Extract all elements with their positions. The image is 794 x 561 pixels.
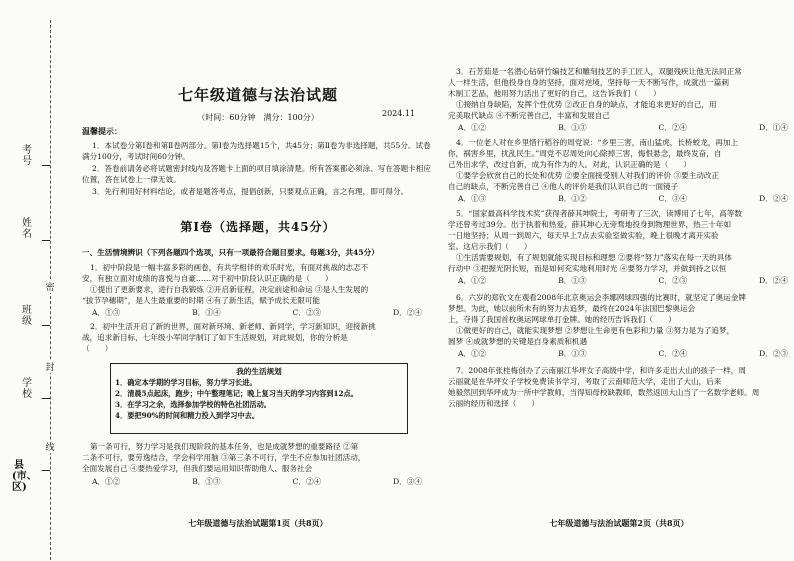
q4-option-d[interactable]: D．②④ xyxy=(759,194,788,203)
page-1 xyxy=(82,0,434,561)
plan-title: 我的生活规划 xyxy=(236,367,282,376)
binding-margin xyxy=(0,0,70,561)
q3-option-d[interactable]: D．①④ xyxy=(759,123,788,132)
plan-box xyxy=(110,363,408,434)
q4-options xyxy=(458,193,788,204)
q2-analysis-line: 全面发展自己 ④要热爱学习，但我们要运用知识帮助他人、服务社会 xyxy=(82,464,313,473)
xianqu-label: 县(市、区) xyxy=(12,460,37,493)
q5-options xyxy=(458,275,788,286)
q2-line: 战，追求新目标，七年级小军同学制订了如下生活规划，对此规划，你的分析是 xyxy=(82,333,348,342)
exam-title: 七年级道德与法治试题 xyxy=(177,86,338,104)
page-1-footer: 七年级道德与法治试题第1页（共8页） xyxy=(188,518,328,528)
kaohao-label: 考号 xyxy=(22,145,32,167)
xuexiao-field[interactable] xyxy=(42,398,50,399)
exam-subtitle: （时间：60分钟 满分：100分） xyxy=(197,113,319,122)
hint-3: 3．先行利用好材料结论，或者是题答考点，提倡创新，只要观点正确，言之有理，即可得分。 xyxy=(92,187,409,196)
q3-option-b[interactable]: B．①③ xyxy=(558,123,587,132)
xingming-field[interactable] xyxy=(42,240,50,241)
q6-line: 梦想。为此，她以前所未有的努力去追梦，最终在2024年法国巴黎奥运会 xyxy=(448,304,696,313)
q1-line: “拔节孕穗期”，是人生最重要的时期 ④有了新生活，赋予成长无限可能 xyxy=(82,296,320,305)
q2-analysis-line: 二条不可行，要劳逸结合，学会科学用脑 ③第三条不可行，学生不应参加社团活动， xyxy=(82,453,366,462)
q4-line: 自己的缺点，不断完善自己 ④他人的评价是我们认识自己的一面镜子 xyxy=(448,182,679,191)
q6-option-a[interactable]: A．①② xyxy=(458,349,487,358)
q5-option-c[interactable]: C．②③ xyxy=(658,276,688,285)
xuexiao-label: 学校 xyxy=(22,378,32,400)
plan-line: 3．在学习之余，选择参加学校的特色社团活动。 xyxy=(115,400,271,409)
q5-line: 室。这启示我们（ ） xyxy=(448,242,532,251)
hint-2: 2．答卷前请务必将试题密封线内及答题卡上面的项目填涂清楚。所有答案都必须涂、写在答题卡相应位置，答在试卷上一律无效。 xyxy=(82,164,431,184)
q1-option-b[interactable]: B．①④ xyxy=(192,308,221,317)
q5-option-d[interactable]: D．②④ xyxy=(759,276,788,285)
q4-option-c[interactable]: C．③④ xyxy=(658,194,688,203)
plan-line: 4．要把90%的时间和精力投入到学习中去。 xyxy=(115,411,260,420)
hint-heading: 温馨提示： xyxy=(82,126,122,136)
q3-line: 人一样生活，但他投身自身的坚持，面对逆境，坚持每一天不断写作，成就出一篇刺 xyxy=(448,78,729,87)
seal-mark-feng: 封 xyxy=(44,360,56,373)
q2-line: （ ） xyxy=(82,344,113,353)
seal-mark-mi: 密 xyxy=(44,280,56,293)
q7-line: 她毅然回到华坪成为一所中学教师，当得知母校缺教师，数然返回大山当了一名数学老师。周 xyxy=(448,388,760,397)
plan-line: 2．清晨5点起床，跑步；中午整理笔记；晚上复习当天的学习内容到12点。 xyxy=(115,389,358,398)
q4-line: 己外出求学，改过自新，成为有作为的人。对此，认识正确的是（ ） xyxy=(448,160,691,169)
q5-option-b[interactable]: B．①③ xyxy=(558,276,587,285)
q7-line: 云丽的经历和选择（ ） xyxy=(448,399,540,408)
q4-option-b[interactable]: B．①② xyxy=(558,194,587,203)
q6-line: 上，夺得了我国首枚奥运网球单打金牌。她的经历告诉我们（ ） xyxy=(448,315,676,324)
hint-1: 1．本试卷分第Ⅰ卷和第Ⅱ卷两部分。第Ⅰ卷为选择题15个，共45分；第Ⅱ卷为非选择题，共55分。试卷满分100分，考试时间60分钟。 xyxy=(82,141,431,161)
q2-analysis-line: 第一条可行，努力学习是我们现阶段的基本任务，也是成就梦想的重要路径 ②第 xyxy=(90,442,359,451)
part-heading: 一、生活情境辨识（下列各题四个选项，只有一项最符合题目要求。每题3分，共45分） xyxy=(82,248,379,257)
q3-option-c[interactable]: C．②④ xyxy=(658,123,688,132)
q5-line: 学还曾考过39分。出于执着和热爱，薛其坤心无旁骛地投身到物理世界，热三十年如 xyxy=(448,220,732,229)
q5-option-a[interactable]: A．①② xyxy=(458,276,487,285)
q6-options xyxy=(458,348,788,359)
q7-line: 7．2008年张桂梅创办了云南丽江华坪女子高级中学，和许多走出大山的孩子一样，周 xyxy=(456,366,746,375)
q5-line: 行动中 ③把握光阴长短，而是如何充实地利用时光 ④要努力学习，并做到持之以恒 xyxy=(448,264,727,273)
q1-option-d[interactable]: D．②④ xyxy=(393,308,422,317)
q1-option-a[interactable]: A．①③ xyxy=(92,308,121,317)
section-title: 第Ⅰ卷（选择题，共45分） xyxy=(180,220,336,234)
q4-option-a[interactable]: A．①③ xyxy=(458,194,487,203)
q3-line: 3．石芳茹是一名潜心钻研竹编技艺和雕刻技艺的手工匠人，双腿残疾让他无法同正常 xyxy=(456,67,742,76)
banji-field[interactable] xyxy=(42,325,50,326)
q6-line: 圆梦 ④成就梦想的关键是自身素质和机遇 xyxy=(448,337,588,346)
q6-line: ①做更好的自己，就能实现梦想 ②梦想让生命更有色彩和力量 ③努力是为了追梦， xyxy=(456,326,735,335)
q2-option-a[interactable]: A．①② xyxy=(92,477,121,486)
q7-line: 云丽就是在华坪女子学校免费读书学习，考取了云南师范大学，走出了大山，后来 xyxy=(448,377,722,386)
plan-line: 1．确定本学期的学习目标，努力学习长进。 xyxy=(115,378,257,387)
q3-line: 完美取代缺点 ④不断完善自己，丰富和发展自己 xyxy=(448,111,610,120)
q4-line: 4．一位老人对在乡里惜行稻谷的周党说：“乡里三害，南山猛虎，长桥蛟龙，再加上 xyxy=(456,138,739,147)
q3-options xyxy=(458,122,788,133)
q5-line: 一日地坚持；从周一到周六，每天早上7点去实验室做实验，晚上很晚才离开实验 xyxy=(448,231,719,240)
q6-option-d[interactable]: D．②③ xyxy=(759,349,788,358)
q1-line: 1．初中阶段是一幅丰富多彩的画卷，有共学相伴的欢乐时光，有面对挑战的志忑不 xyxy=(90,263,369,272)
q6-option-b[interactable]: B．①③ xyxy=(558,349,587,358)
q2-option-d[interactable]: D．③④ xyxy=(393,477,422,486)
q2-line: 2．初中生活开启了新的世界，面对新环境、新老师、新同学，学习新知识，迎接新挑 xyxy=(90,322,376,331)
q2-option-b[interactable]: B．①③ xyxy=(192,477,221,486)
q4-line: 你，祸害乡里，扰乱民生。”周党不忍周处向心除掉三害，悔恨悬念，最终发奋，自 xyxy=(448,149,722,158)
q2-options xyxy=(92,476,422,487)
banji-label: 班级 xyxy=(22,305,32,327)
kaohao-field[interactable] xyxy=(42,165,50,166)
q4-line: ①要学会欣赏自己的长处和优势 ②要全面接受别人对我们的评价 ③要主动改正 xyxy=(456,171,720,180)
q1-line: ①提出了更新要求，进行自我锻炼 ②开启新征程，决定前途和命运 ③是人生发展的 xyxy=(90,285,369,294)
seal-mark-xian: 线 xyxy=(44,440,56,453)
q6-option-c[interactable]: C．②④ xyxy=(658,349,688,358)
q3-line: ①接纳自身缺陷，发挥个性优势 ②改正自身的缺点，才能追求更好的自己，用 xyxy=(456,100,717,109)
q5-line: 5．“国家最高科学技术奖”获得者薛其坤院士，考研考了三次，读博用了七年，高等数 xyxy=(456,209,742,218)
xingming-label: 姓名 xyxy=(22,218,32,240)
q1-options xyxy=(92,307,422,318)
xianqu-field[interactable] xyxy=(42,470,50,471)
q1-option-c[interactable]: C．②③ xyxy=(292,308,322,317)
page-2 xyxy=(448,0,790,561)
q3-option-a[interactable]: A．①② xyxy=(458,123,487,132)
q3-line: 木制工艺品，他用努力活出了更好的自己，这告诉我们（ ） xyxy=(448,89,661,98)
exam-date: 2024.11 xyxy=(382,109,416,118)
q6-line: 6．六岁的郑钦文在观看2008年北京奥运会李娜网球四强的比赛时，就坚定了奥运金牌 xyxy=(456,293,746,302)
q5-line: ①生活需要规划，有了规划就能实现目标和理想 ②要将“努力”落实在每一天的具体 xyxy=(456,253,732,262)
q1-line: 安，有独立面对成绩的喜悦与自豪……对于初中阶段认识正确的是（ ） xyxy=(82,274,333,283)
page-2-footer: 七年级道德与法治试题第2页（共8页） xyxy=(549,518,689,528)
q2-option-c[interactable]: C．②④ xyxy=(292,477,322,486)
